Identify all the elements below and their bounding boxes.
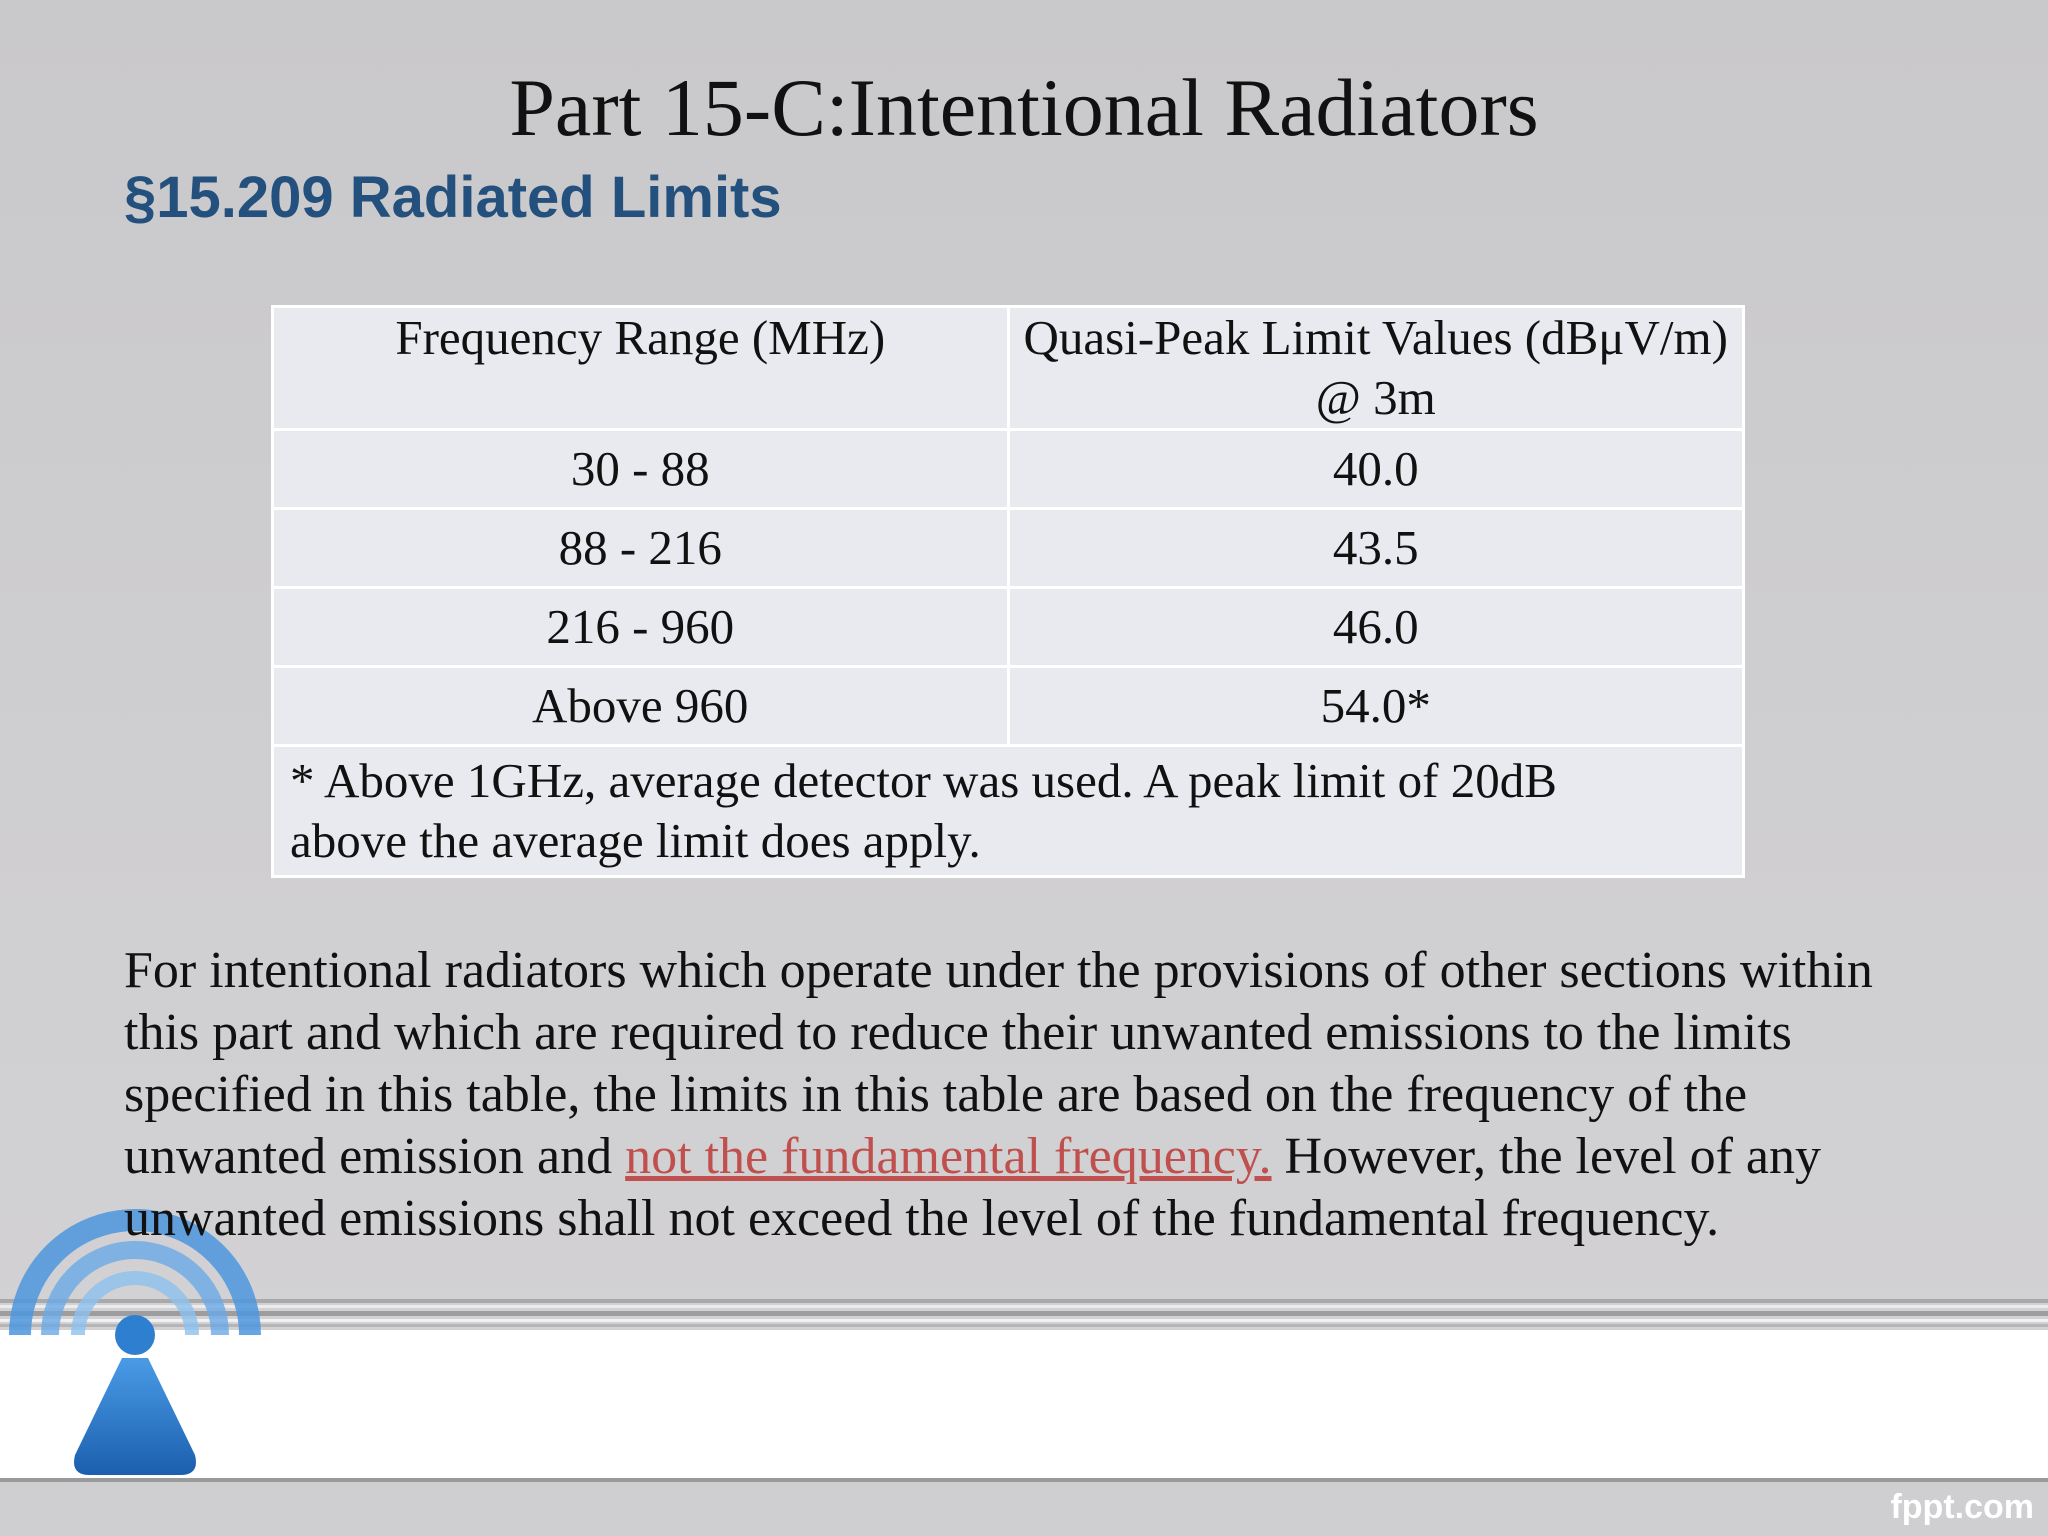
table-row — [273, 430, 1744, 509]
frequency-cell: 216 - 960 — [273, 588, 1009, 667]
table-header-row — [273, 307, 1744, 430]
table-note-row — [273, 746, 1744, 877]
footer-stripes — [0, 1295, 2048, 1335]
table-row — [273, 588, 1744, 667]
radiated-limits-table — [271, 305, 1745, 878]
slide-subtitle: §15.209 Radiated Limits — [124, 165, 782, 230]
footer-white-area — [0, 1330, 2048, 1480]
slide-title: Part 15-C:Intentional Radiators — [509, 62, 1539, 153]
footnote-line-1: * Above 1GHz, average detector was used. A peak limit of 20dB — [290, 753, 1557, 808]
table-row — [273, 667, 1744, 746]
limit-cell: 43.5 — [1008, 509, 1744, 588]
frequency-cell: 88 - 216 — [273, 509, 1009, 588]
limit-cell: 40.0 — [1008, 430, 1744, 509]
column-header-frequency: Frequency Range (MHz) — [273, 307, 1009, 430]
table-footnote — [273, 746, 1744, 877]
table-row — [273, 509, 1744, 588]
fundamental-frequency-link[interactable]: not the fundamental frequency. — [625, 1128, 1272, 1185]
limit-cell: 46.0 — [1008, 588, 1744, 667]
frequency-cell: 30 - 88 — [273, 430, 1009, 509]
limit-cell: 54.0* — [1008, 667, 1744, 746]
body-text-main: For intentional radiators which operate under the provisions of other sections within this part and which are required to reduce their unwanted emissions to the limits specified in this table, the limits in this table are based on the frequency of the unwanted emission and — [124, 942, 1873, 1185]
body-text-continued: However, the level of any unwanted emissions shall not exceed the level of the fundamental frequency. — [124, 1128, 1821, 1247]
frequency-cell: Above 960 — [273, 667, 1009, 746]
body-paragraph — [124, 940, 1944, 1250]
brand-watermark: fppt.com — [1890, 1488, 2034, 1526]
footnote-line-2: above the average limit does apply. — [290, 813, 981, 868]
column-header-limit: Quasi-Peak Limit Values (dBμV/m) @ 3m — [1008, 307, 1744, 430]
footer-bar — [0, 1482, 2048, 1536]
